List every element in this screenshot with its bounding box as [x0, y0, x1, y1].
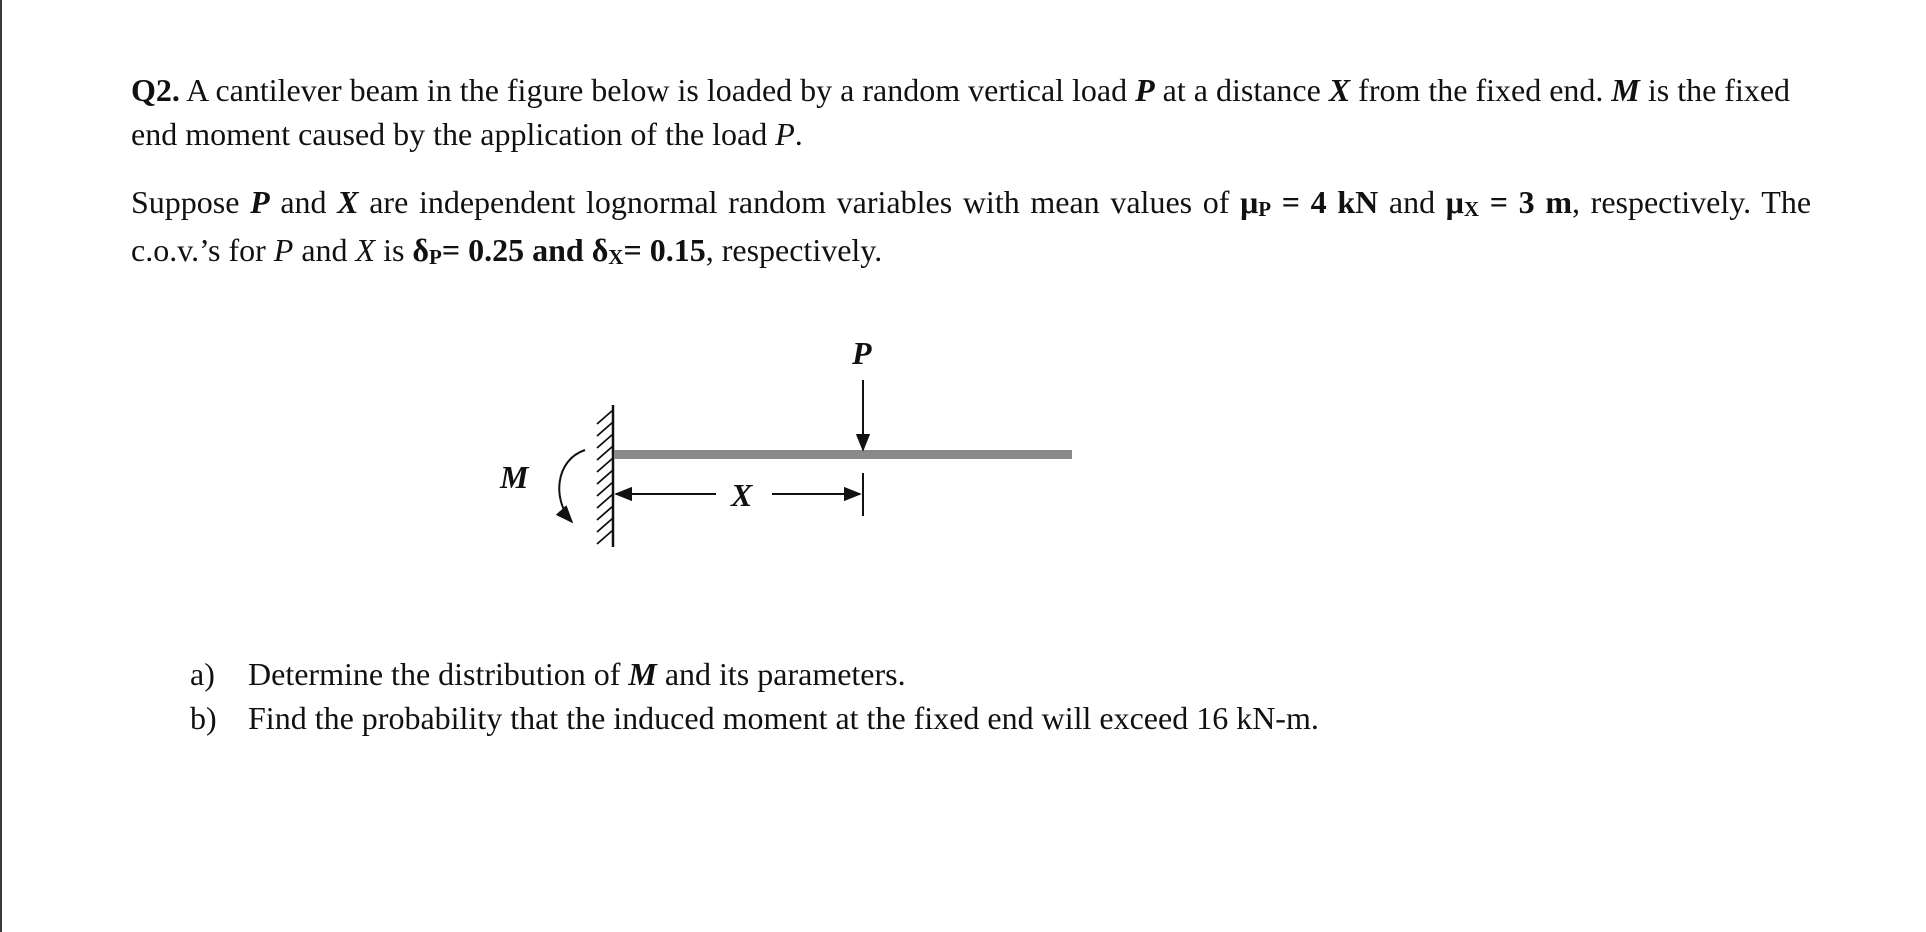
- moment-arrow: [559, 450, 585, 522]
- cov-X: δX= 0.15: [591, 232, 706, 269]
- mean-P: μP = 4 kN: [1240, 184, 1379, 221]
- moment-label: M: [500, 459, 529, 495]
- distance-label: X: [731, 477, 753, 513]
- question-paragraph-1: Q2. A cantilever beam in the figure below is loaded by a random vertical load P at a distance X from the fixed end. M is the fixed end moment caused by the application of the load P.: [131, 72, 1791, 152]
- task-list: [190, 652, 1319, 740]
- question-number: Q2.: [131, 72, 180, 108]
- mean-X: μX = 3 m: [1445, 184, 1572, 221]
- cov-P: δP= 0.25 and: [412, 232, 592, 269]
- load-label: P: [852, 335, 872, 371]
- fixed-support: [597, 405, 613, 547]
- list-item: a) Determine the distribution of M and its parameters.: [190, 656, 906, 692]
- question-paragraph-2: Suppose P and X are independent lognormal random variables with mean values of μP = 4 kN and μX = 3 m, respectively. The c.o.v.’s for P and X is δP= 0.25 and δX= 0.15, respectively.: [131, 184, 1812, 269]
- beam: [614, 450, 1072, 459]
- list-item: b) Find the probability that the induced moment at the fixed end will exceed 16 kN-m.: [190, 700, 1319, 736]
